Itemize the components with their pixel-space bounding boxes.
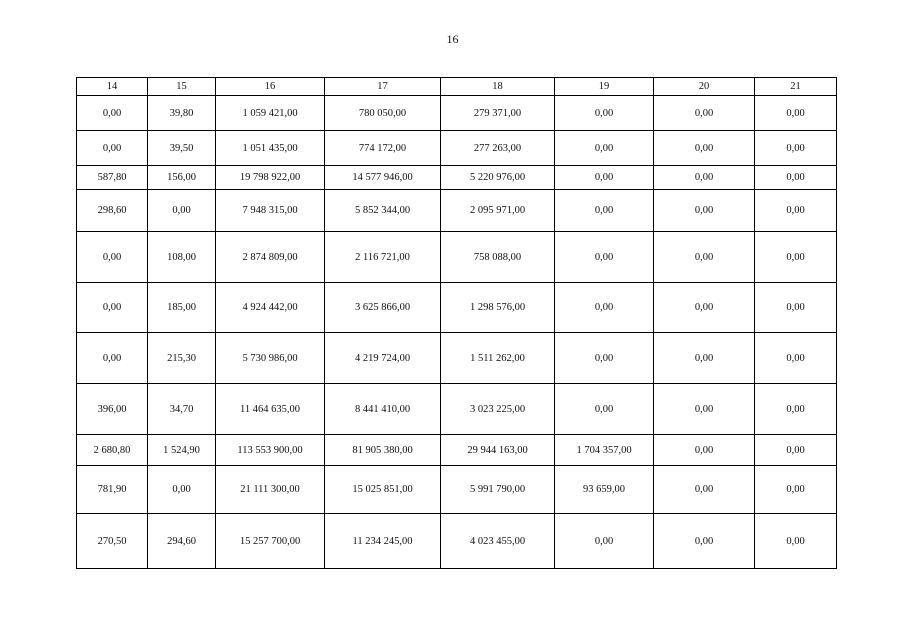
table-cell: 0,00 (77, 131, 148, 166)
table-cell: 277 263,00 (441, 131, 555, 166)
table-cell: 2 116 721,00 (325, 232, 441, 283)
table-cell: 0,00 (77, 333, 148, 384)
table-cell: 0,00 (555, 283, 654, 333)
column-header: 19 (555, 78, 654, 96)
table-cell: 113 553 900,00 (216, 435, 325, 466)
column-header: 14 (77, 78, 148, 96)
table-cell: 0,00 (755, 190, 837, 232)
table-cell: 0,00 (755, 435, 837, 466)
table-row (77, 435, 837, 466)
table-cell: 774 172,00 (325, 131, 441, 166)
table-cell: 0,00 (77, 283, 148, 333)
table-cell: 0,00 (755, 166, 837, 190)
table-cell: 1 704 357,00 (555, 435, 654, 466)
table-cell: 0,00 (654, 232, 755, 283)
table-cell: 11 464 635,00 (216, 384, 325, 435)
table-cell: 1 059 421,00 (216, 96, 325, 131)
table-cell: 215,30 (148, 333, 216, 384)
table-cell: 0,00 (654, 384, 755, 435)
table-cell: 185,00 (148, 283, 216, 333)
table-cell: 0,00 (654, 435, 755, 466)
table-row (77, 283, 837, 333)
table-cell: 0,00 (654, 514, 755, 569)
table-cell: 1 051 435,00 (216, 131, 325, 166)
table-cell: 81 905 380,00 (325, 435, 441, 466)
table-cell: 0,00 (555, 166, 654, 190)
table-cell: 0,00 (555, 514, 654, 569)
table-cell: 4 023 455,00 (441, 514, 555, 569)
table-cell: 3 625 866,00 (325, 283, 441, 333)
table-cell: 5 730 986,00 (216, 333, 325, 384)
table-cell: 0,00 (654, 131, 755, 166)
table-cell: 279 371,00 (441, 96, 555, 131)
table-cell: 15 257 700,00 (216, 514, 325, 569)
data-table (76, 77, 837, 569)
table-cell: 0,00 (555, 384, 654, 435)
table-cell: 0,00 (148, 190, 216, 232)
column-header: 15 (148, 78, 216, 96)
column-header: 21 (755, 78, 837, 96)
table-cell: 156,00 (148, 166, 216, 190)
table-cell: 0,00 (555, 190, 654, 232)
table-cell: 0,00 (755, 384, 837, 435)
table-cell: 93 659,00 (555, 466, 654, 514)
table-cell: 0,00 (77, 232, 148, 283)
table-cell: 5 991 790,00 (441, 466, 555, 514)
table-row (77, 466, 837, 514)
table-cell: 3 023 225,00 (441, 384, 555, 435)
table-cell: 0,00 (654, 166, 755, 190)
table-row (77, 166, 837, 190)
table-cell: 781,90 (77, 466, 148, 514)
table-cell: 5 220 976,00 (441, 166, 555, 190)
table-row (77, 131, 837, 166)
table-cell: 0,00 (654, 333, 755, 384)
table-cell: 0,00 (654, 466, 755, 514)
column-header: 17 (325, 78, 441, 96)
table-cell: 270,50 (77, 514, 148, 569)
table-cell: 0,00 (755, 96, 837, 131)
table-cell: 19 798 922,00 (216, 166, 325, 190)
table-cell: 0,00 (654, 96, 755, 131)
page-number: 16 (446, 32, 459, 46)
table-cell: 0,00 (77, 96, 148, 131)
table-cell: 1 524,90 (148, 435, 216, 466)
table-cell: 2 095 971,00 (441, 190, 555, 232)
table-cell: 396,00 (77, 384, 148, 435)
table-cell: 0,00 (755, 131, 837, 166)
table-cell: 0,00 (555, 232, 654, 283)
table-cell: 21 111 300,00 (216, 466, 325, 514)
table-cell: 5 852 344,00 (325, 190, 441, 232)
table-cell: 0,00 (555, 333, 654, 384)
table-cell: 4 924 442,00 (216, 283, 325, 333)
table-cell: 4 219 724,00 (325, 333, 441, 384)
table-cell: 8 441 410,00 (325, 384, 441, 435)
table-row (77, 333, 837, 384)
table-cell: 758 088,00 (441, 232, 555, 283)
table-cell: 14 577 946,00 (325, 166, 441, 190)
table-cell: 1 511 262,00 (441, 333, 555, 384)
table-cell: 29 944 163,00 (441, 435, 555, 466)
table-cell: 780 050,00 (325, 96, 441, 131)
table-cell: 0,00 (755, 466, 837, 514)
header-row (77, 78, 837, 96)
table-cell: 587,80 (77, 166, 148, 190)
table-cell: 0,00 (755, 283, 837, 333)
table-cell: 11 234 245,00 (325, 514, 441, 569)
table-cell: 0,00 (755, 232, 837, 283)
column-header: 16 (216, 78, 325, 96)
table-cell: 0,00 (654, 190, 755, 232)
table-cell: 0,00 (148, 466, 216, 514)
column-header: 20 (654, 78, 755, 96)
table-cell: 39,80 (148, 96, 216, 131)
table-row (77, 514, 837, 569)
table-cell: 108,00 (148, 232, 216, 283)
table-cell: 15 025 851,00 (325, 466, 441, 514)
table-cell: 1 298 576,00 (441, 283, 555, 333)
table-cell: 294,60 (148, 514, 216, 569)
table-row (77, 96, 837, 131)
table-row (77, 384, 837, 435)
table-cell: 39,50 (148, 131, 216, 166)
table-row (77, 232, 837, 283)
table-cell: 0,00 (755, 333, 837, 384)
table-cell: 2 874 809,00 (216, 232, 325, 283)
table-cell: 0,00 (755, 514, 837, 569)
table-cell: 0,00 (555, 131, 654, 166)
table-cell: 0,00 (654, 283, 755, 333)
table-row (77, 190, 837, 232)
table-cell: 0,00 (555, 96, 654, 131)
table-cell: 34,70 (148, 384, 216, 435)
table-cell: 298,60 (77, 190, 148, 232)
table-cell: 2 680,80 (77, 435, 148, 466)
column-header: 18 (441, 78, 555, 96)
table-cell: 7 948 315,00 (216, 190, 325, 232)
